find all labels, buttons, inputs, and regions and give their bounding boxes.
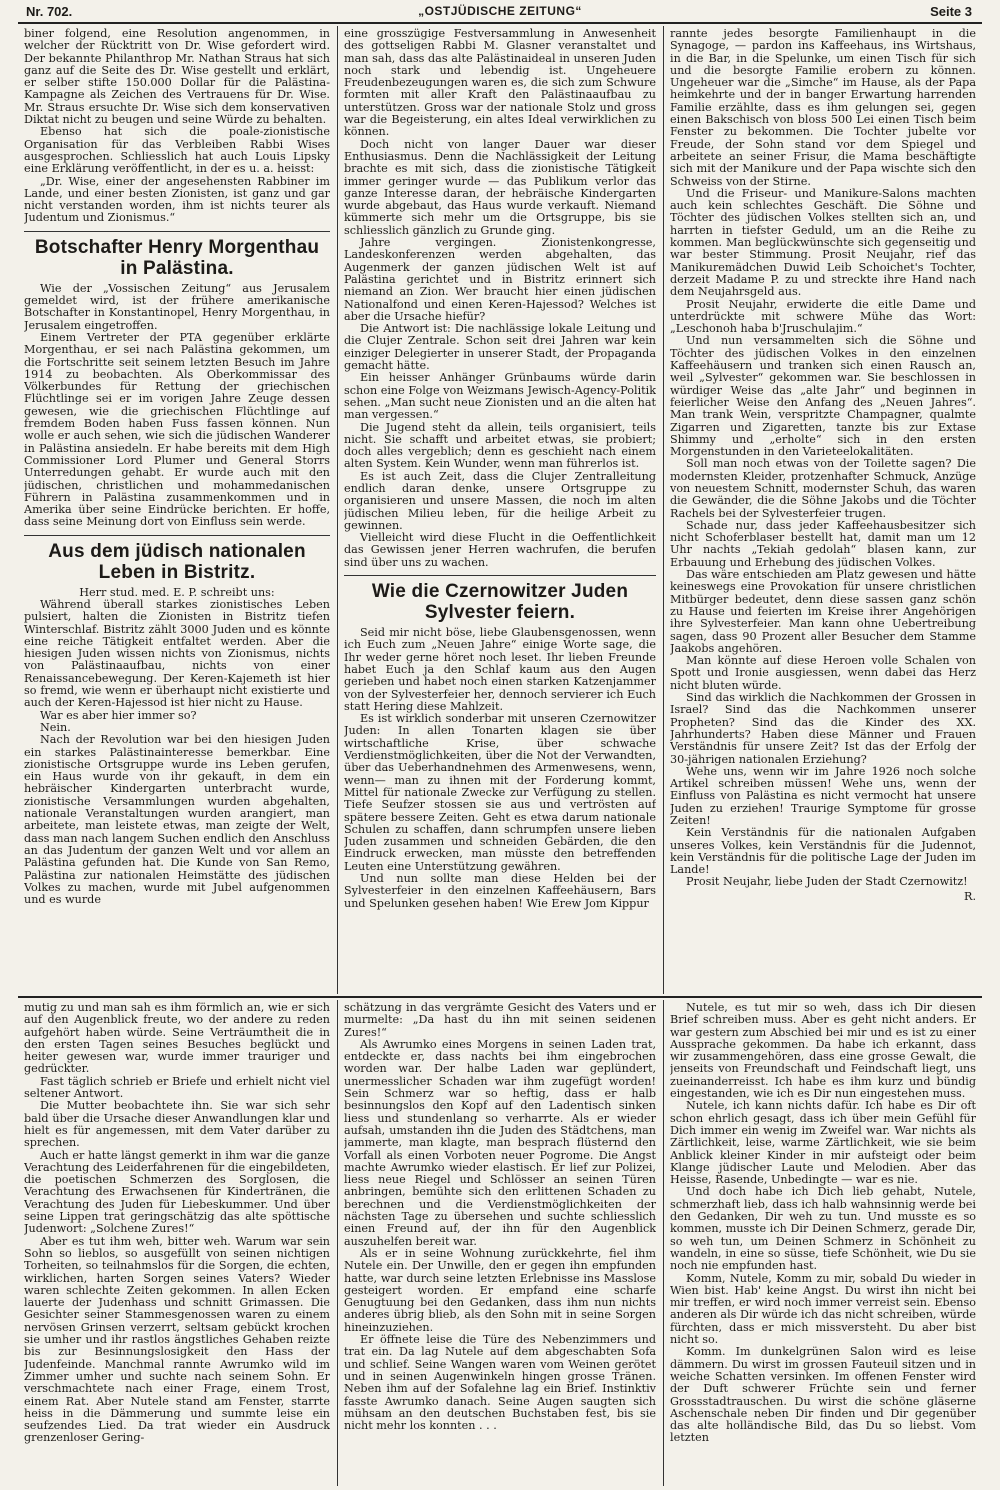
paragraph: Einem Vertreter der PTA gegenüber erklärte Morgenthau, er sei nach Palästina gekommen, um die Fortschritte seit seinem letzten Besuch im Jahre 1914 zu beobachten. Als Oberkommissar des Völkerbundes für Rettung der griechischen Flüchtlinge sei er im vorigen Jahre Zeuge dessen gewesen, wie die griechischen Flüchtlinge auf fremdem Boden haben Fuss fassen können. Nun wolle er auch sehen, wie sich die jüdischen Wanderer in Palästina ansiedeln. Er habe bereits mit dem High Commissioner Lord Plumer und General Storrs Unterredungen gehabt. Er wurde auch mit den jüdischen, christlichen und mohammedanischen Führern in Palästina zusammenkommen und in Amerika über seine Eindrücke berichten. Er hoffe, dass seine Meinung dort von Einfluss sein werde.: [24, 330, 330, 529]
paragraph: Die Mutter beobachtete ihn. Sie war sich sehr bald über die Ursache dieser Anwandlungen klar und hielt es für angemessen, mit dem Vater darüber zu sprechen.: [24, 1099, 330, 1150]
headline-line: Wie die Czernowitzer Juden: [371, 581, 629, 603]
upper-column-left: [24, 28, 330, 994]
article-headline: [344, 581, 656, 623]
paragraph: Und nun sollte man diese Helden bei der Sylvesterfeier in den einzelnen Kaffeehäusern, Bars und Spelunken gesehen haben! Wie Erew Jom Kippur: [344, 872, 656, 910]
paragraph: Schade nur, dass jeder Kaffeehausbesitzer sich nicht Schoferblaser bestellt hat, damit man um 12 Uhr nachts „Tekiah gedolah“ blasen kann, zur Erbauung und Erhebung des jüdischen Volkes.: [670, 518, 976, 569]
headline-line: in Palästina.: [120, 257, 234, 279]
paragraph: Als er in seine Wohnung zurückkehrte, fiel ihm Nutele ein. Der Unwille, den er gegen ihn empfunden hatte, war durch seine letzten Erlebnisse ins Masslose gesteigert worden. Er empfand eine scharfe Genugtuung bei den Gedanken, dass ihm nun nichts anderes übrig blieb, als den Sohn mit in seine Sorgen hineinzuziehen.: [344, 1246, 656, 1334]
paragraph: Die Jugend steht da allein, teils organisiert, teils nicht. Sie schafft und arbeitet etwas, sie probiert; doch alles vergeblich; denn es geschieht nach einem alten System. Kein Wunder, wenn man führerlos ist.: [344, 420, 656, 471]
headline-line: Aus dem jüdisch nationalen: [48, 540, 306, 562]
paragraph: mutig zu und man sah es ihm förmlich an, wie er sich auf den Augenblick freute, wo der andere zu reden aufgehört haben würde. Seine Verträumtheit die in den ersten Tagen seines Besuches beglückt und heiter gewesen war, wurde immer trauriger und gedrückter.: [24, 1002, 330, 1076]
paragraph: Aber es tut ihm weh, bitter weh. Warum war sein Sohn so lieblos, so ausgefüllt von seinen nichtigen Torheiten, so teilnahmslos für die Sorgen, die echten, wirklichen, harten Sorgen seines Vaters? Wieder waren schlechte Zeiten gekommen. In allen Ecken lauerte der Judenhass und schnitt Grimassen. Die Gesichter seiner Stammesgenossen waren zu einem nervösen Grinsen verzerrt, seltsam gebückt krochen sie umher und ihr rastlos ängstliches Gehaben reizte bis zur Besinnungslosigkeit den Hass der Judenfeinde. Manchmal rannte Awrumko wild im Zimmer umher und suchte nach seinem Sohn. Er verschmachtete nach einer Frage, einem Trost, einem Rat. Aber Nutele stand am Fenster, starrte heiss in die Dämmerung und summte leise ein seufzendes Lied. Da trat wieder ein Ausdruck grenzenloser Gering-: [24, 1234, 330, 1445]
headline-line: Leben in Bistritz.: [98, 561, 256, 583]
lower-column-middle: [344, 1002, 656, 1484]
paragraph: Jahre vergingen. Zionistenkongresse, Landeskonferenzen werden abgehalten, das Augenmerk der ganzen jüdischen Welt ist auf Palästina gerichtet und in Bistritz erinnert sich niemand an Zion. Wer braucht hier einen jüdischen Nationalfond und einen Keren-Hajessod? Welches ist aber die Ursache hiefür?: [344, 236, 656, 323]
paragraph: Nach der Revolution war bei den hiesigen Juden ein starkes Palästinainteresse bemerkbar. Eine zionistische Ortsgruppe wurde ins Leben gerufen, ein Haus wurde von ihr gekauft, in dem ein hebräischer Kindergarten unterbracht wurde, zionistische Versammlungen wurden abgehalten, nationale Veranstaltungen wurden arangiert, man arbeitete, man leistete etwas, man zeigte der Welt, dass man nach langem Suchen endlich den Anschluss an das Judentum der ganzen Welt und vor allem an Palästina gefunden hat. Die Kunde von San Remo, Palästina zur nationalen Heimstätte des jüdischen Volkes zu machen, wurde mit Jubel aufgenommen und es wurde: [24, 733, 330, 907]
paragraph: Kein Verständnis für die nationalen Aufgaben unseres Volkes, kein Verständnis für die Judennot, kein Verständnis für die politische Lage der Juden im Lande!: [670, 826, 976, 877]
paragraph: eine grosszügige Festversammlung in Anwesenheit des gottseligen Rabbi M. Glasner veranstaltet und man sah, dass das alte Palästinaideal in unseren Juden noch stark und lebendig ist. Ungeheuere Freudenbezeugungen waren es, die sich zum Schwure formten mit aller Kraft den Palästinaaufbau zu unterstützen. Gross war der nationale Stolz und gross war die Begeisterung, ein altes Ideal verwirklichen zu können.: [344, 28, 656, 139]
headline-line: Sylvester feiern.: [424, 602, 576, 624]
article-separator: [24, 231, 330, 232]
paragraph: „Dr. Wise, einer der angesehensten Rabbiner im Lande, und einer besten Zionisten, ist ganz und gar nicht verstanden worden, ihm ist nichts teurer als Judentum und Zionismus.“: [24, 174, 330, 225]
paragraph: Wie der „Vossischen Zeitung“ aus Jerusalem gemeldet wird, ist der frühere amerikanische Botschafter in Konstantinopel, Henry Morgenthau, in Jerusalem eingetroffen.: [24, 281, 330, 332]
paragraph: schätzung in das vergrämte Gesicht des Vaters und er murmelte: „Da hast du ihn mit seinen seidenen Zures!“: [344, 1002, 656, 1039]
byline: Herr stud. med. E. P. schreibt uns:: [79, 585, 275, 599]
paragraph: Prosit Neujahr, erwiderte die eitle Dame und unterdrückte mit schwere Mühe das Wort: „Leschonoh haba b'Jruschulajim.“: [670, 297, 976, 336]
upper-column-right: [670, 28, 976, 994]
paragraph: Und die Friseur- und Manikure-Salons machten auch kein schlechtes Geschäft. Die Söhne und Töchter des jüdischen Volkes stellten sich an, und harrten in tiefster Geduld, um an die Reihe zu kommen. Man beglückwünschte sich gegenseitig und war bester Stimmung. Prosit Neujahr, rief das Manikuremädchen Duwid Leib Schoichet's Tochter, derzeit Madame P. zu und streckte ihre Hand nach dem Neujahrsgeld aus.: [670, 186, 976, 299]
paragraph: Es ist wirklich sonderbar mit unseren Czernowitzer Juden: In allen Tonarten klagen sie über wirtschaftliche Krise, über schwache Verdienstmöglichkeiten, über die Not der Verwandten, über das Ueberhandnehmen des Armenwesens, wenn, wenn— man zu ihnen mit der Forderung kommt, Mittel für nationale Zwecke zur Verfügung zu stellen. Tiefe Seufzer stossen sie aus und vertrösten auf spätere bessere Zeiten. Geht es etwa darum nationale Schulen zu schaffen, dann schrumpfen unsere lieben Juden zusammen und schneiden Gebärden, die den Eindruck erwecken, man müsste den betreffenden Leuten eine Unterstützung gewähren.: [344, 712, 656, 873]
masthead: [18, 2, 982, 24]
page-number: Seite 3: [930, 4, 972, 19]
paragraph: Komm. Im dunkelgrünen Salon wird es leise dämmern. Du wirst im grossen Fauteuil sitzen und in weiche Schatten versinken. Im offenen Fenster wird der Duft schwerer Früchte sein und ferner Grossstadtrauschen. Du wirst die schöne gläserne Aschenschale neben Dir finden und Dir gegenüber das alte holländische Bild, das Du so liebst. Vom letzten: [670, 1345, 976, 1445]
paragraph: Und doch habe ich Dich lieb gehabt, Nutele, schmerzhaft lieb, dass ich halb wahnsinnig werde bei den Gedanken, Dir weh zu tun. Und musste es so kommen, musste ich Dir Deinen Schmerz, gerade Dir, so weh tun, um Deinen Schmerz in Schönheit zu wandeln, in eine so süsse, tiefe Schönheit, wie Du sie noch nie empfunden hast.: [670, 1185, 976, 1273]
lower-column-right: [670, 1002, 976, 1484]
paragraph: Wehe uns, wenn wir im Jahre 1926 noch solche Artikel schreiben müssen! Wehe uns, wenn der Einfluss von Palästina es nicht vermocht hat unsere Juden zu erziehen! Traurige Symptome für grosse Zeiten!: [670, 764, 976, 827]
article-separator: [24, 535, 330, 536]
paragraph: Ein heisser Anhänger Grünbaums würde darin schon eine Folge von Weizmans Jewisch-Agency-Politik sehen. „Man sucht neue Zionisten und an die alten hat man vergessen.“: [344, 371, 656, 422]
column-rule: [337, 1000, 338, 1486]
paragraph: Nutele, es tut mir so weh, dass ich Dir diesen Brief schreiben muss. Aber es geht nicht anders. Er war gestern zum Abschied bei mir und es ist zu einer Aussprache gekommen. Da habe ich erkannt, dass wir zusammengehören, dass eine grosse Gewalt, die jenseits von Freundschaft und Feindschaft liegt, uns zueinanderreisst. Ich habe es ihm kurz und bündig eingestanden, wie ich es Dir nun eingestehen muss.: [670, 1002, 976, 1101]
paragraph: Doch nicht von langer Dauer war dieser Enthusiasmus. Denn die Nachlässigkeit der Leitung brachte es mit sich, dass die zionistische Tätigkeit immer geringer wurde — das Publikum verlor das ganze Interesse daran, der hebräische Kindergarten wurde abgebaut, das Haus wurde verkauft. Niemand kümmerte sich mehr um die Ortsgruppe, bis sie schliesslich gänzlich zu Grunde ging.: [344, 137, 656, 237]
author-signature: R.: [964, 889, 976, 903]
paragraph: Es ist auch Zeit, dass die Clujer Zentralleitung endlich daran denke, unsere Ortsgruppe zu organisieren und unsere Massen, die noch im alten jüdischen Milieu leben, für die heilige Arbeit zu gewinnen.: [344, 469, 656, 532]
section-divider: [18, 996, 982, 998]
paragraph: Das wäre entschieden am Platz gewesen und hätte keineswegs eine Provokation für unsere christlichen Mitbürger bedeutet, denn diese sassen ganz schön zu Hause und feierten im Kreise ihrer Angehörigen ihre Sylvesterfeier. Man kann ohne Uebertreibung sagen, dass 90 Prozent aller Besucher dem Stamme Jaakobs angehören.: [670, 568, 976, 655]
paragraph: biner folgend, eine Resolution angenommen, in welcher der Rücktritt von Dr. Wise gefordert wird. Der bekannte Philanthrop Mr. Nathan Straus hat sich ganz auf die Seite des Dr. Wise gestellt und erklärt, er selber stifte 150.000 Dollar für die Palästina-Kampagne als Zeichen des Vertrauens für Dr. Wise. Mr. Straus ersuchte Dr. Wise sich dem konservativen Diktat nicht zu beugen und seine Würde zu behalten.: [24, 28, 330, 127]
paragraph: Sind das wirklich die Nachkommen der Grossen in Israel? Sind das die Nachkommen unserer Propheten? Sind das die Kinder des XX. Jahrhunderts? Haben diese Männer und Frauen Verständnis für unsere Zeit? Ist das der Erfolg der 30-jährigen nationalen Erziehung?: [670, 691, 976, 766]
column-rule: [337, 26, 338, 994]
article-headline: [24, 237, 330, 279]
paragraph: Nutele, ich kann nichts dafür. Ich habe es Dir oft schon ehrlich gesagt, dass ich über mein Gefühl für Dich immer ein wenig im Zweifel war. War nichts als Zärtlichkeit, leise, warme Zärtlichkeit, wie sie beim Anblick kleiner Kinder in mir aufsteigt oder beim Klange jüdischer Laute und Melodien. Aber das Heisse, Rasende, Unbedingte — war es nie.: [670, 1099, 976, 1187]
upper-column-middle: [344, 28, 656, 994]
paragraph: Während überall starkes zionistisches Leben pulsiert, halten die Zionisten in Bistritz tiefen Winterschlaf. Bistritz zählt 3000 Juden und es könnte eine reiche Tätigkeit entfaltet werden. Aber die hiesigen Juden wissen nichts von Zionismus, nichts von Palästinaaufbau, nichts von einer Renaissancebewegung. Der Keren-Kajemeth ist hier so fremd, wie wenn er überhaupt nicht existierte und auch der Keren-Hajessod ist hier nicht zu Hause.: [24, 597, 330, 710]
paragraph: War es aber hier immer so?: [40, 708, 197, 722]
paragraph: Er öffnete leise die Türe des Nebenzimmers und trat ein. Da lag Nutele auf dem abgeschabten Sofa und schlief. Seine Wangen waren vom Weinen gerötet und in seinen Augenwinkeln hingen grosse Tränen. Neben ihm auf der Sofalehne lag ein Brief. Instinktiv fasste Awrumko danach. Seine Augen saugten sich mühsam an den deutschen Buchstaben fest, bis sie nicht mehr los konnten . . .: [344, 1333, 656, 1433]
paragraph: Die Antwort ist: Die nachlässige lokale Leitung und die Clujer Zentrale. Schon seit drei Jahren war kein einziger Delegierter in unserer Stadt, der Propaganda gemacht hätte.: [344, 322, 656, 373]
paragraph: Man könnte auf diese Heroen volle Schalen von Spott und Ironie ausgiessen, wenn dabei das Herz nicht bluten würde.: [670, 654, 976, 692]
paragraph: Auch er hatte längst gemerkt in ihm war die ganze Verachtung des Leiderfahrenen für die eingebildeten, die poetischen Schmerzen des Sorglosen, die Verachtung des Erwachsenen für Kindertränen, die Verachtung des Juden für Liebeskummer. Und über seine Lippen trat geringschätzig das alte spöttische Judenwort: „Solchene Zures!“: [24, 1148, 330, 1236]
issue-number: Nr. 702.: [26, 4, 73, 19]
paragraph: Als Awrumko eines Morgens in seinen Laden trat, entdeckte er, dass nachts bei ihm eingebrochen worden war. Der halbe Laden war geplündert, unermesslicher Schaden war ihm zugefügt worden! Sein Schmerz war so heftig, dass er halb besinnungslos den Kopf auf den Ladentisch sinken liess und stundenlang so verharrte. Als er wieder aufsah, umstanden ihn die Juden des Städtchens, man jammerte, man klagte, man besprach flüsternd den Vorfall als einen Vorboten neuer Pogrome. Die Angst machte Awrumko wieder elastisch. Er lief zur Polizei, liess neue Riegel und Schlösser an seinen Türen anbringen, bemühte sich den erlittenen Schaden zu berechnen und die Verdienstmöglichkeiten der nächsten Tage zu übersehen und suchte schliesslich einen Freund auf, der ihn für den Augenblick auszuhelfen bereit war.: [344, 1037, 656, 1248]
paragraph: Prosit Neujahr, liebe Juden der Stadt Czernowitz!: [686, 875, 968, 889]
paragraph: Vielleicht wird diese Flucht in die Oeffentlichkeit das Gewissen jener Herren wachrufen, die berufen sind über uns zu wachen.: [344, 531, 656, 569]
column-rule: [663, 1000, 664, 1486]
paragraph: Seid mir nicht böse, liebe Glaubensgenossen, wenn ich Euch zum „Neuen Jahre“ einige Worte sage, die Ihr weder gerne höret noch leset. Ihr lieben Freunde habet Euch ja den Schlaf kaum aus den Augen gerieben und habet noch einen starken Katzenjammer von der Sylvesterfeier her, dennoch servierer ich Euch statt Hering diese Mahlzeit.: [344, 626, 656, 713]
paragraph: Komm, Nutele, Komm zu mir, sobald Du wieder in Wien bist. Hab' keine Angst. Du wirst ihn nicht bei mir treffen, er wird noch immer verreist sein. Ebenso anderen als Dir würde ich das nicht schreiben, würde fürchten, dass er mich missversteht. Du aber bist nicht so.: [670, 1271, 976, 1347]
paragraph: Soll man noch etwas von der Toilette sagen? Die modernsten Kleider, protzenhafter Schmuck, Anzüge von neuestem Schnitt, modernster Schuh, das waren die Gewänder, die die Söhne Jakobs und die Töchter Rachels bei der Sylvesterfeier trugen.: [670, 457, 976, 520]
paragraph: Fast täglich schrieb er Briefe und erhielt nicht viel seltener Antwort.: [24, 1074, 330, 1101]
article-headline: [24, 541, 330, 583]
article-separator: [344, 575, 656, 576]
paragraph: Nein.: [40, 720, 71, 734]
column-rule: [663, 26, 664, 994]
paragraph: Und nun versammelten sich die Söhne und Töchter des jüdischen Volkes in den einzelnen Kaffeehäusern und tranken sich einen Rausch an, weil „Sylvester“ gekommen war. Sie beschlossen in würdiger Weise das „alte Jahr“ und beginnen in feierlicher Weise den Anfang des „Neuen Jahres“. Man trank Wein, verspritzte Champagner, qualmte Zigarren und Zigaretten, tanzte bis zur Extase Shimmy und „erholte“ sich in den ersten Morgenstunden in den Varieteelokalitäten.: [670, 334, 976, 459]
lower-column-left: [24, 1002, 330, 1484]
paragraph: rannte jedes besorgte Familienhaupt in die Synagoge, — pardon ins Kaffeehaus, ins Wirtshaus, in die Bar, in die Spelunke, um einen Tisch für sich und die besorgte Familie erobern zu können. Ungeheuer war die „Simche“ im Hause, als der Papa heimkehrte und der in banger Erwartung harrenden Familie erzählte, dass es ihm gelungen sei, gegen einen Bakschisch von bloss 500 Lei einen Tisch beim Fenster zu bekommen. Die Tochter jubelte vor Freude, der Sohn stand vor dem Spiegel und arbeitete an seiner Frisur, die Mama beschäftigte sich mit der Manikure und der Papa wischte sich den Schweiss von der Stirne.: [670, 28, 976, 188]
headline-line: Botschafter Henry Morgenthau: [34, 236, 320, 258]
newspaper-title: „OSTJÜDISCHE ZEITUNG“: [418, 4, 582, 18]
paragraph: Ebenso hat sich die poale-zionistische Organisation für das Verbleiben Rabbi Wises ausgesprochen. Schliesslich hat auch Louis Lipsky eine Erklärung veröffentlicht, in der es u. a. heisst:: [24, 125, 330, 176]
